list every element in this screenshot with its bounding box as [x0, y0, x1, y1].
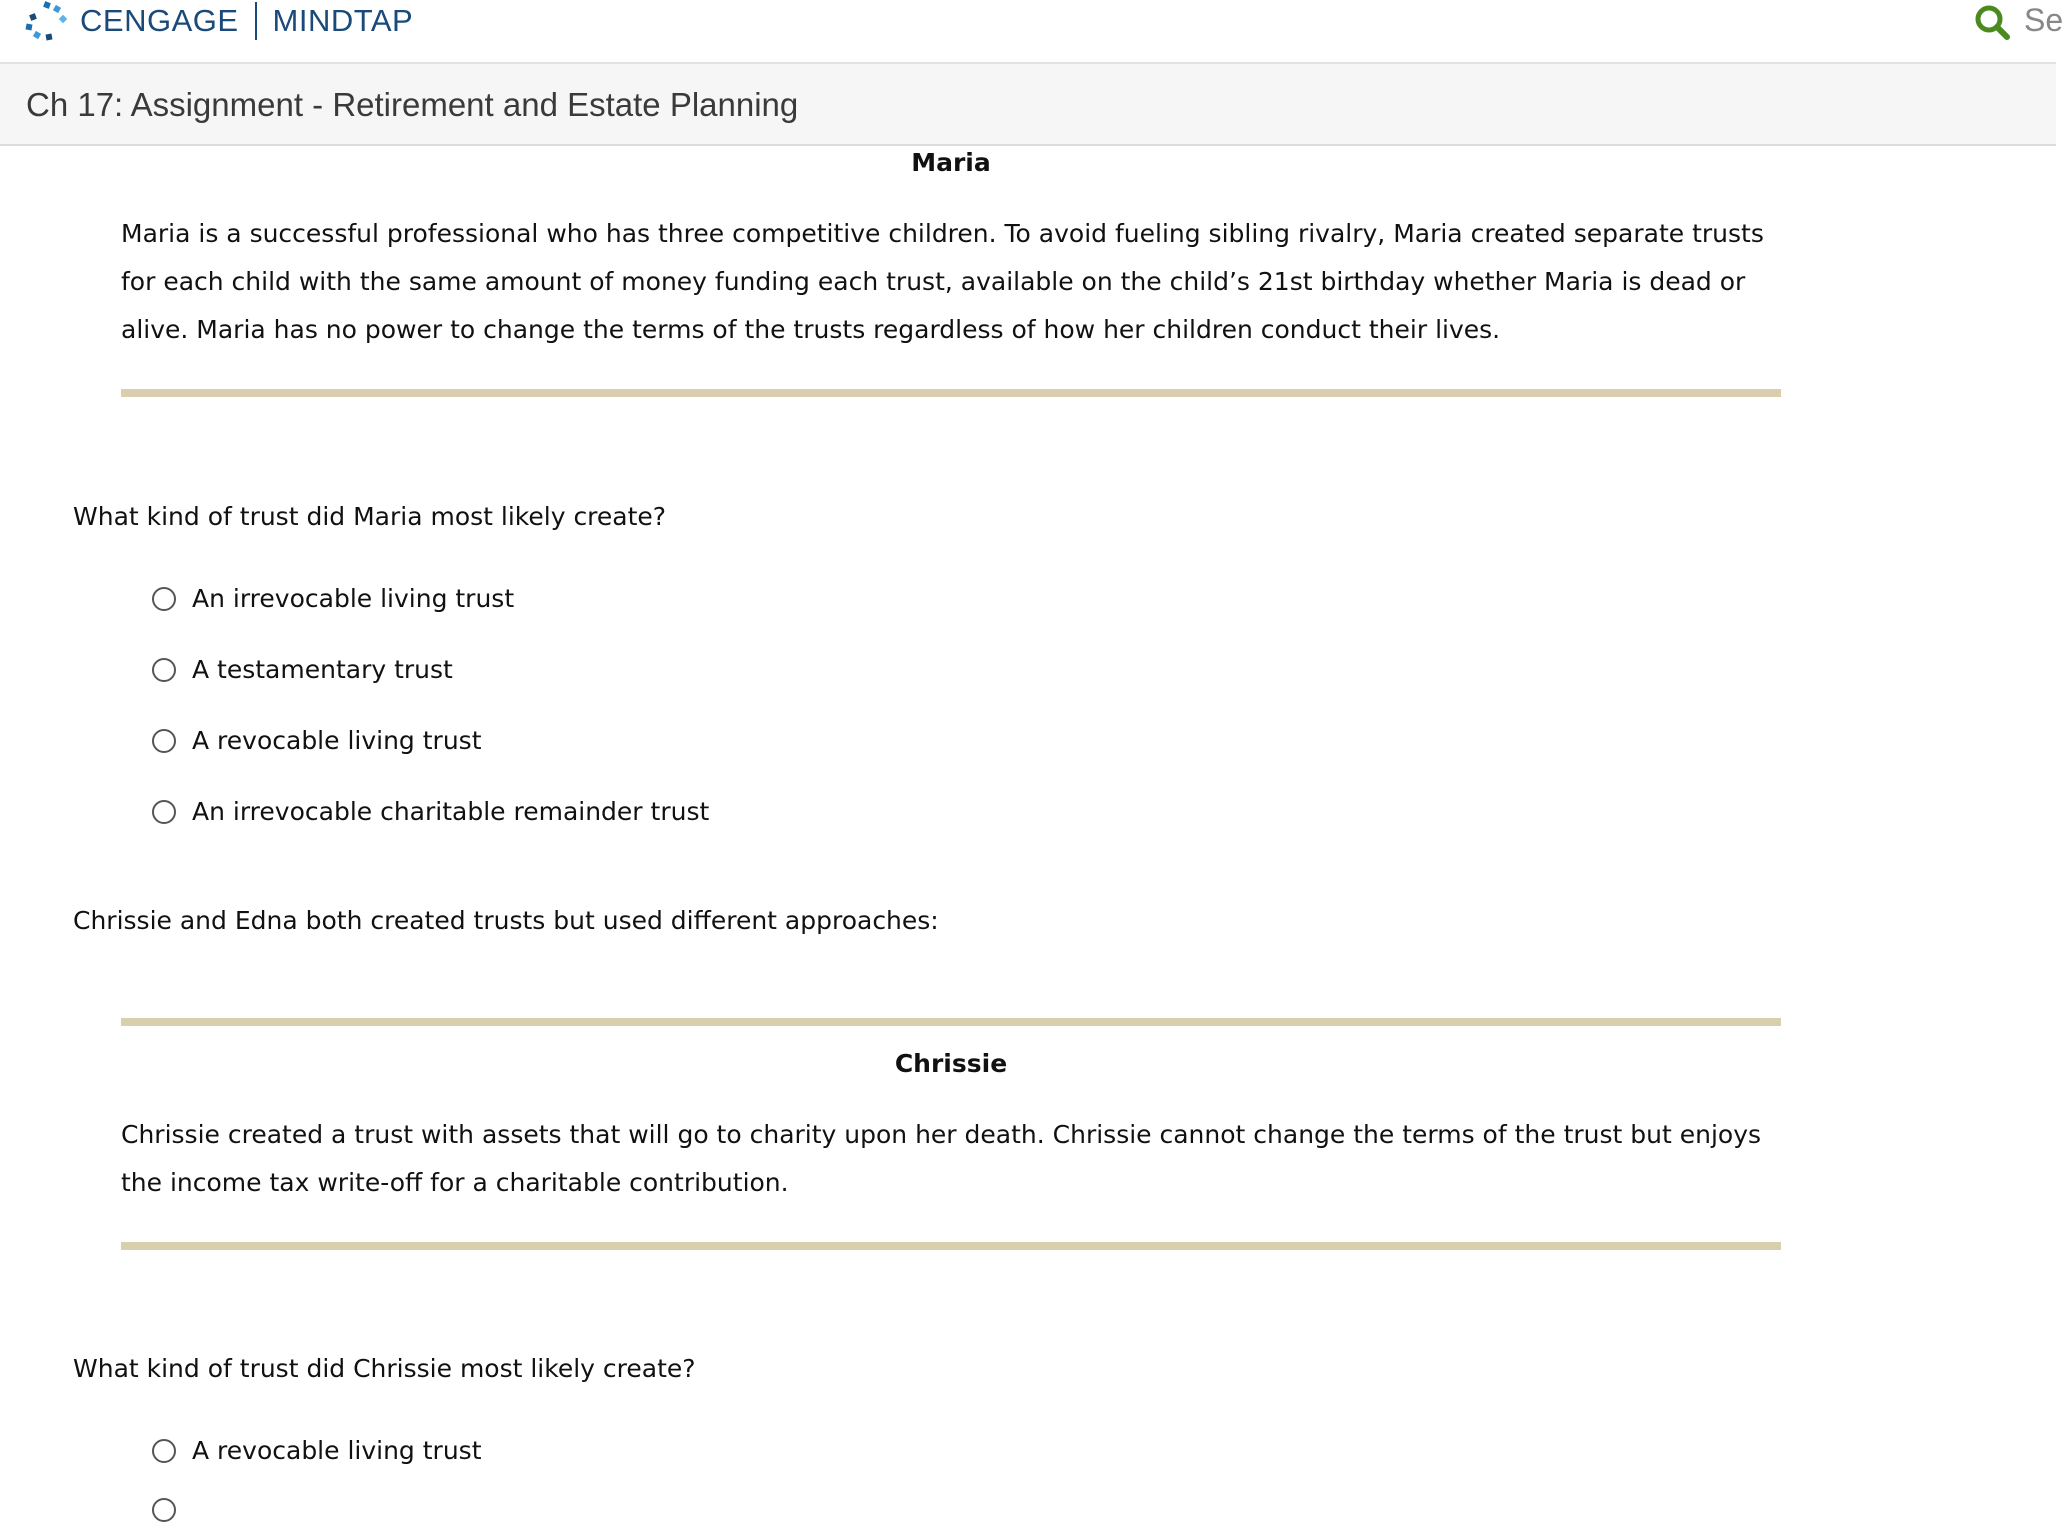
answer-option[interactable]	[152, 584, 514, 613]
radio-button[interactable]	[152, 1498, 176, 1522]
search-icon[interactable]	[1974, 4, 2010, 40]
answer-option[interactable]	[152, 797, 709, 826]
cengage-logo-icon	[24, 0, 72, 42]
brand-wordmark[interactable]	[80, 0, 413, 42]
product-name: MINDTAP	[272, 3, 414, 38]
radio-button[interactable]	[152, 729, 176, 753]
divider-rule	[121, 1018, 1781, 1026]
case-body-maria: Maria is a successful professional who has three competitive children. To avoid fueling sibling rivalry, Maria created separate trusts for each child with the same amount of money funding each trust, available on the child’s 21st birthday whether Maria is dead or alive. Maria has no power to change the terms of the trusts regardless of how her children conduct their lives.	[121, 219, 1764, 344]
case-heading-chrissie: Chrissie	[894, 1049, 1008, 1078]
page-title: Ch 17: Assignment - Retirement and Estate Planning	[26, 86, 799, 123]
intro-text: Chrissie and Edna both created trusts but used different approaches:	[73, 906, 939, 935]
assignment-title-bar	[0, 64, 2056, 146]
answer-option[interactable]	[152, 655, 453, 684]
radio-button[interactable]	[152, 1439, 176, 1463]
brand-divider	[255, 2, 257, 40]
answer-option[interactable]	[152, 1498, 192, 1522]
option-label: An irrevocable living trust	[192, 584, 515, 613]
divider-rule	[121, 1242, 1781, 1250]
radio-button[interactable]	[152, 800, 176, 824]
question-prompt: What kind of trust did Maria most likely create?	[73, 502, 667, 531]
top-bar	[0, 0, 2063, 64]
answer-option[interactable]	[152, 1436, 482, 1465]
answer-option[interactable]	[152, 726, 482, 755]
option-label: A revocable living trust	[192, 726, 482, 755]
radio-button[interactable]	[152, 658, 176, 682]
case-heading-maria: Maria	[911, 148, 991, 177]
case-body-chrissie: Chrissie created a trust with assets that will go to charity upon her death. Chrissie cannot change the terms of the trust but enjoys the income tax write-off for a charitable contribution.	[121, 1120, 1762, 1197]
divider-rule	[121, 389, 1781, 397]
question-prompt: What kind of trust did Chrissie most likely create?	[73, 1354, 696, 1383]
search-label[interactable]: Se	[2024, 2, 2063, 38]
brand-name: CENGAGE	[80, 3, 239, 38]
option-label: A revocable living trust	[192, 1436, 482, 1465]
option-label: An irrevocable charitable remainder trust	[192, 797, 710, 826]
radio-button[interactable]	[152, 587, 176, 611]
option-label: A testamentary trust	[192, 655, 453, 684]
